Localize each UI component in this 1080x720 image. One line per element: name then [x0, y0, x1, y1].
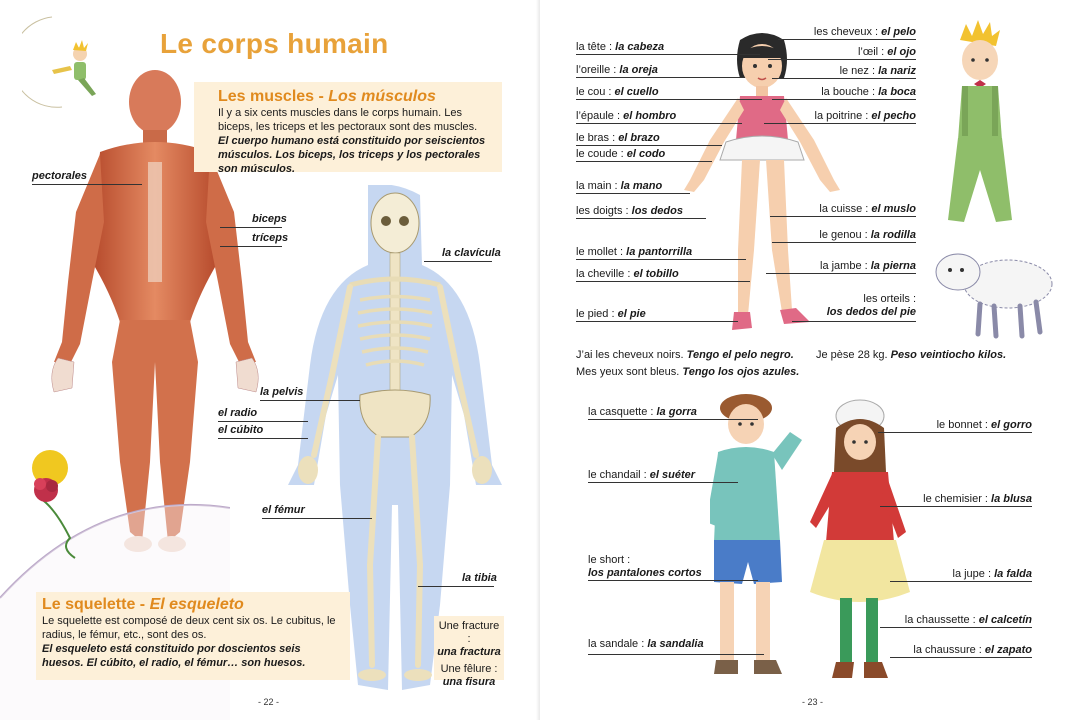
label-cheville: la cheville : el tobillo: [576, 268, 679, 280]
leader-bouche: [772, 99, 916, 100]
leader-clavicula: [424, 261, 492, 262]
label-sandale: la sandale : la sandalia: [588, 638, 704, 650]
little-prince-standing-illustration: [940, 20, 1020, 240]
label-triceps: tríceps: [252, 232, 289, 244]
leader-bras: [576, 145, 722, 146]
label-chemisier: le chemisier : la blusa: [923, 493, 1032, 505]
leader-sandale: [588, 654, 764, 655]
leader-genou: [772, 242, 916, 243]
label-chaussette: la chaussette : el calcetín: [904, 614, 1032, 626]
children-clothing-illustration: [710, 392, 920, 702]
leader-oeil: [768, 59, 916, 60]
leader-chaussure: [890, 657, 1032, 658]
label-doigts: les doigts : los dedos: [576, 205, 683, 217]
girl-body-parts-illustration: [680, 30, 850, 335]
muscles-text-es: El cuerpo humano está constituido por seiscientos músculos. Los biceps, los triceps y los pectorales son músculos.: [218, 135, 486, 175]
label-poitrine: la poitrine : el pecho: [814, 110, 916, 122]
label-biceps: biceps: [252, 213, 287, 225]
squelette-box-title: [42, 596, 344, 614]
sentence-hair: J’ai les cheveux noirs. Tengo el pelo negro.: [576, 349, 794, 361]
leader-radio: [218, 421, 308, 422]
label-bras: le bras : el brazo: [576, 132, 660, 144]
felure-es: una fisura: [442, 676, 496, 688]
leader-tete: [576, 54, 760, 55]
leader-epaule: [576, 123, 742, 124]
leader-doigts: [576, 218, 706, 219]
leader-jambe: [766, 273, 916, 274]
squelette-title-es: El esqueleto: [149, 596, 244, 613]
leader-mollet: [576, 259, 746, 260]
label-chaussure: la chaussure : el zapato: [913, 644, 1032, 656]
leader-pelvis: [260, 400, 360, 401]
leader-bonnet: [878, 432, 1032, 433]
squelette-text-es: El esqueleto está constituido por doscientos seis huesos. El cúbito, el radio, el fémur… son huesos.: [42, 643, 306, 669]
label-pectorales: pectorales: [32, 170, 88, 182]
label-clavicula: la clavícula: [442, 247, 501, 259]
label-cheveux: les cheveux : el pelo: [813, 26, 916, 38]
leader-cou: [576, 99, 762, 100]
label-jambe: la jambe : la pierna: [820, 260, 916, 272]
page-number-right: - 23 -: [802, 697, 824, 707]
fracture-info-box: [434, 616, 504, 688]
leader-pectorales: [32, 184, 142, 185]
label-chandail: le chandail : el suéter: [588, 469, 696, 481]
label-epaule: l’épaule : el hombro: [576, 110, 677, 122]
leader-cheville: [576, 281, 750, 282]
label-casquette: la casquette : la gorra: [588, 406, 697, 418]
label-radio: el radio: [218, 407, 258, 419]
label-tibia: la tibia: [462, 572, 497, 584]
label-pied: le pied : el pie: [576, 308, 646, 320]
leader-chaussette: [880, 627, 1032, 628]
muscles-text-fr: Il y a six cents muscles dans le corps humain. Les biceps, les triceps et les pectoraux sont des muscles.: [218, 107, 478, 133]
squelette-info-box: [36, 592, 350, 680]
page-23: [540, 0, 1080, 720]
leader-coude: [576, 161, 712, 162]
leader-orteils: [792, 321, 916, 322]
label-cuisse: la cuisse : el muslo: [819, 203, 916, 215]
label-bonnet: le bonnet : el gorro: [936, 419, 1032, 431]
label-nez: le nez : la nariz: [839, 65, 916, 77]
label-jupe: la jupe : la falda: [952, 568, 1032, 580]
muscles-title-fr: Les muscles -: [218, 88, 329, 105]
label-orteils: les orteils : los dedos del pie: [826, 293, 916, 318]
label-short: le short : los pantalones cortos: [588, 554, 702, 579]
leader-biceps: [220, 227, 282, 228]
leader-oreille: [576, 77, 744, 78]
label-pelvis: la pelvis: [260, 386, 304, 398]
label-mollet: le mollet : la pantorrilla: [576, 246, 693, 258]
leader-nez: [772, 78, 916, 79]
leader-cuisse: [770, 216, 916, 217]
label-bouche: la bouche : la boca: [821, 86, 916, 98]
sentence-weight: Je pèse 28 kg. Peso veintiocho kilos.: [816, 349, 1007, 361]
label-cou: le cou : el cuello: [576, 86, 659, 98]
leader-tibia: [418, 586, 494, 587]
leader-femur: [262, 518, 372, 519]
leader-casquette: [588, 419, 758, 420]
label-coude: le coude : el codo: [576, 148, 666, 160]
leader-short: [588, 580, 758, 581]
leader-poitrine: [764, 123, 916, 124]
label-oreille: l’oreille : la oreja: [576, 64, 658, 76]
label-genou: le genou : la rodilla: [819, 229, 916, 241]
felure-fr: Une fêlure :: [440, 663, 498, 675]
sentence-eyes: Mes yeux sont bleus. Tengo los ojos azules.: [576, 366, 800, 378]
squelette-text-fr: Le squelette est composé de deux cent six os. Le cubitus, le radius, le fémur, etc., sont des os.: [42, 615, 336, 641]
leader-triceps: [220, 246, 282, 247]
muscles-box-title: [218, 88, 496, 106]
label-tete: la tête : la cabeza: [576, 41, 665, 53]
leader-jupe: [890, 581, 1032, 582]
leader-cubito: [218, 438, 308, 439]
page-title: Le corps humain: [160, 28, 389, 59]
fracture-es: una fractura: [437, 646, 501, 658]
label-cubito: el cúbito: [218, 424, 264, 436]
sheep-illustration: [930, 240, 1060, 340]
label-main: la main : la mano: [576, 180, 663, 192]
muscles-title-es: Los músculos: [328, 88, 436, 105]
leader-pied: [576, 321, 738, 322]
squelette-title-fr: Le squelette -: [42, 596, 150, 613]
leader-cheveux: [778, 39, 916, 40]
page-number-left: - 22 -: [258, 697, 280, 707]
leader-chemisier: [880, 506, 1032, 507]
fracture-fr: Une fracture :: [438, 620, 500, 645]
label-femur: el fémur: [262, 504, 305, 516]
muscles-info-box: [194, 82, 502, 175]
label-oeil: l’œil : el ojo: [857, 46, 916, 58]
leader-main: [576, 193, 690, 194]
leader-chandail: [588, 482, 738, 483]
